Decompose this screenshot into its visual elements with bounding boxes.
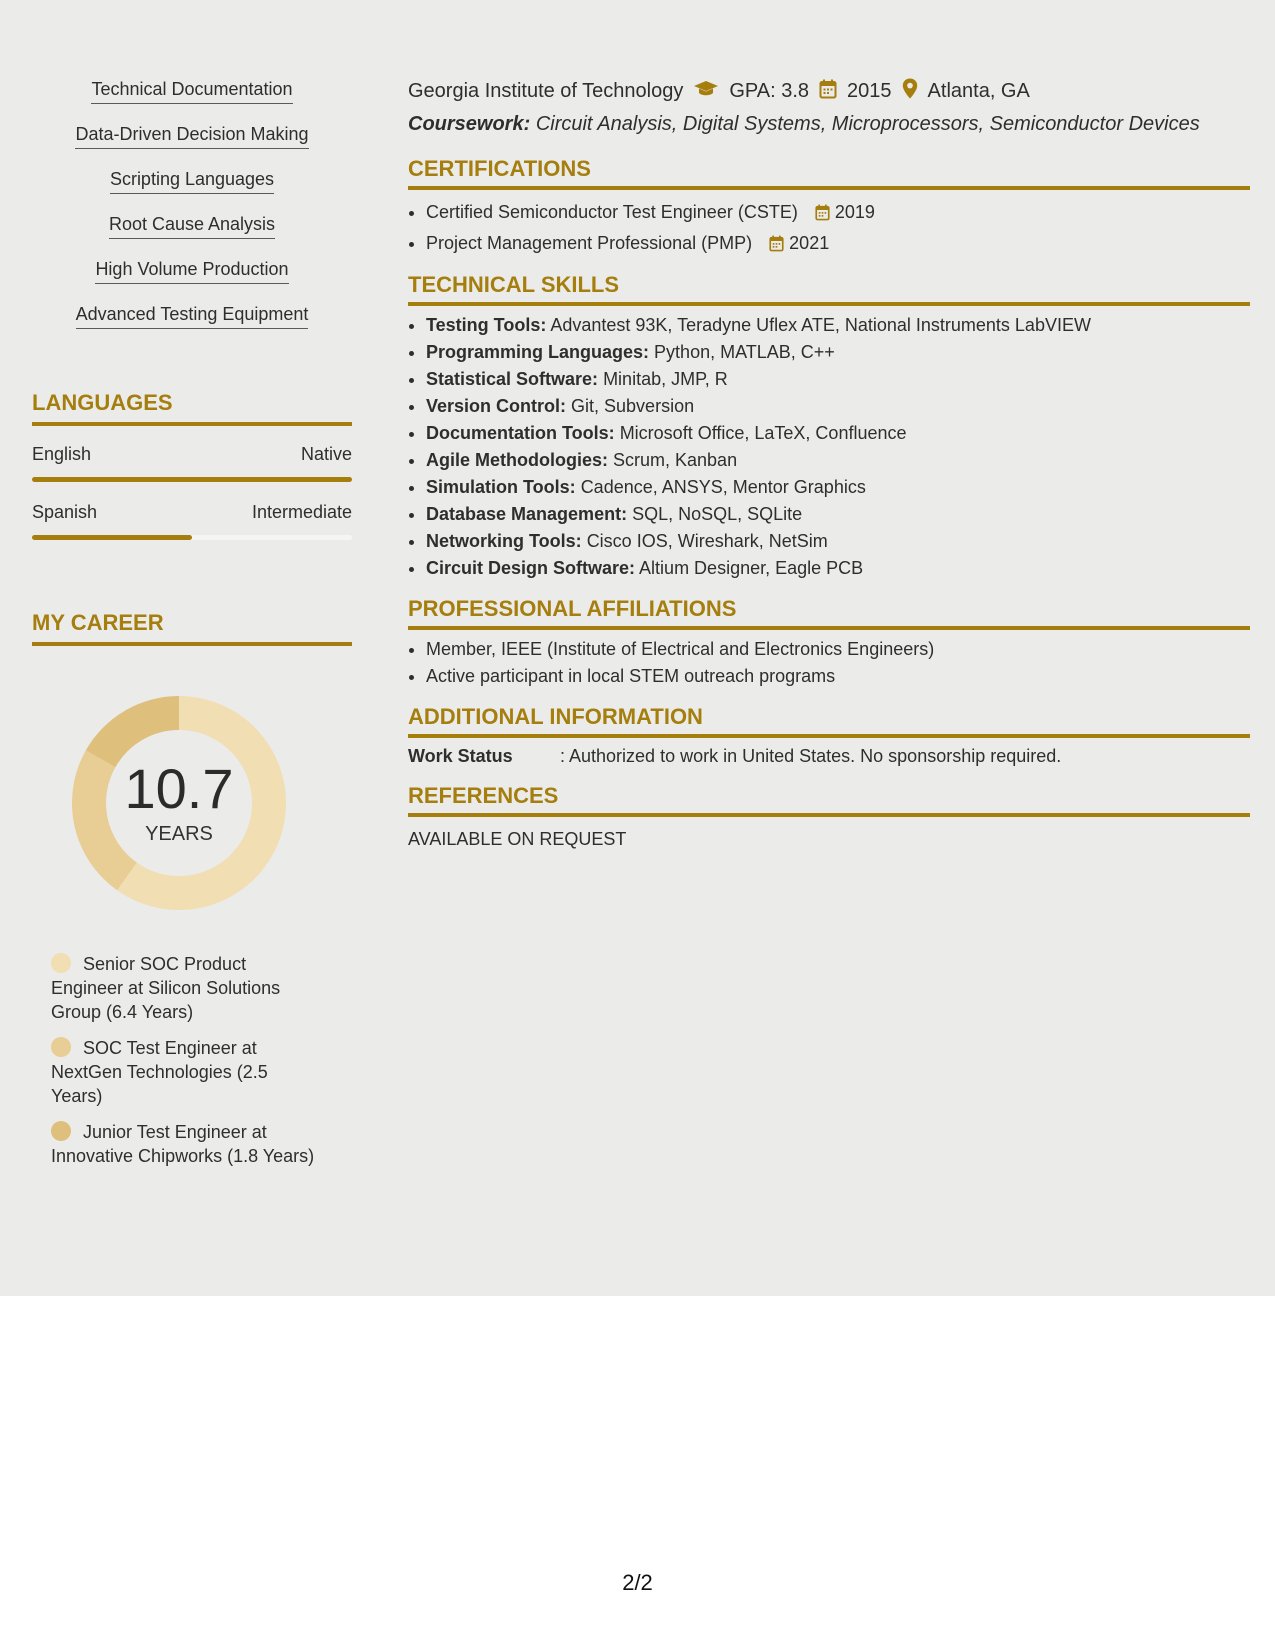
skill-values: Cisco IOS, Wireshark, NetSim <box>586 531 828 551</box>
calendar-icon <box>815 201 830 229</box>
legend-label: Junior Test Engineer at Innovative Chipworks (1.8 Years) <box>51 1122 315 1166</box>
skill-category: Agile Methodologies: <box>426 450 608 470</box>
certifications-list <box>408 198 1250 260</box>
skill-values: Git, Subversion <box>571 396 695 416</box>
skill-category: Version Control: <box>426 396 567 416</box>
references-heading: REFERENCES <box>408 783 1250 817</box>
skill-category: Database Management: <box>426 504 628 524</box>
affiliations-section <box>408 596 1250 690</box>
language-level-bar <box>32 477 352 482</box>
school-name: Georgia Institute of Technology <box>408 80 684 102</box>
technical-skill-item <box>426 474 1250 501</box>
gpa: GPA: 3.8 <box>729 80 810 102</box>
donut-center <box>66 690 292 916</box>
career-total-unit: YEARS <box>145 822 213 845</box>
skill-label: Advanced Testing Equipment <box>76 305 309 329</box>
languages-section <box>32 390 352 540</box>
coursework-list: Circuit Analysis, Digital Systems, Microprocessors, Semiconductor Devices <box>535 113 1200 135</box>
technical-skill-item <box>426 312 1250 339</box>
certification-item <box>426 229 1250 260</box>
language-spanish <box>32 502 352 540</box>
language-level: Native <box>300 444 352 464</box>
calendar-icon <box>819 79 837 105</box>
affiliation-item: • Member, IEEE (Institute of Electrical and Electronics Engineers) <box>426 636 1250 663</box>
skill-values: Python, MATLAB, C++ <box>654 342 835 362</box>
language-name: Spanish <box>32 502 98 522</box>
references-section <box>408 783 1250 850</box>
additional-info-heading: ADDITIONAL INFORMATION <box>408 704 1250 738</box>
skill-label: High Volume Production <box>95 260 288 284</box>
technical-skill-item <box>426 447 1250 474</box>
skill-category: Simulation Tools: <box>426 477 576 497</box>
legend-dot <box>51 953 71 973</box>
affiliations-list <box>408 636 1250 690</box>
skill-item <box>32 170 352 215</box>
skill-item <box>32 305 352 350</box>
certification-name: Certified Semiconductor Test Engineer (CSTE) <box>426 202 798 222</box>
skill-item <box>32 80 352 125</box>
language-name: English <box>32 444 92 464</box>
location-pin-icon <box>902 78 918 105</box>
career-heading: MY CAREER <box>32 610 352 646</box>
additional-info-section <box>408 704 1250 767</box>
legend-item <box>51 1120 322 1168</box>
skill-category: Testing Tools: <box>426 315 547 335</box>
affiliation-item: • Active participant in local STEM outreach programs <box>426 663 1250 690</box>
skill-category: Networking Tools: <box>426 531 582 551</box>
skill-label: Root Cause Analysis <box>109 215 275 239</box>
technical-skill-item <box>426 393 1250 420</box>
work-status-label: Work Status <box>408 746 513 766</box>
language-level-fill <box>32 477 352 482</box>
technical-skill-item <box>426 339 1250 366</box>
technical-skill-item <box>426 366 1250 393</box>
skill-category: Circuit Design Software: <box>426 558 636 578</box>
legend-dot <box>51 1121 71 1141</box>
languages-heading: LANGUAGES <box>32 390 352 426</box>
graduation-cap-icon <box>693 80 719 104</box>
certification-year: 2021 <box>789 233 830 253</box>
skill-item <box>32 215 352 260</box>
skill-label: Scripting Languages <box>110 170 274 194</box>
skill-values: Scrum, Kanban <box>613 450 738 470</box>
education-line <box>408 78 1250 105</box>
left-column <box>32 80 352 1180</box>
skill-item <box>32 260 352 305</box>
skill-values: Minitab, JMP, R <box>603 369 728 389</box>
skill-category: Programming Languages: <box>426 342 650 362</box>
career-donut <box>66 690 292 916</box>
skill-values: Advantest 93K, Teradyne Uflex ATE, National Instruments LabVIEW <box>550 315 1091 335</box>
language-english <box>32 444 352 482</box>
coursework-label: Coursework: <box>408 113 531 135</box>
coursework <box>408 113 1250 136</box>
skill-values: Microsoft Office, LaTeX, Confluence <box>619 423 907 443</box>
technical-skill-item <box>426 501 1250 528</box>
language-level: Intermediate <box>251 502 352 522</box>
legend-dot <box>51 1037 71 1057</box>
school-location: Atlanta, GA <box>927 80 1030 102</box>
page-number: 2/2 <box>622 1570 653 1595</box>
skill-category: Documentation Tools: <box>426 423 615 443</box>
skill-category: Statistical Software: <box>426 369 599 389</box>
work-status-value: : Authorized to work in United States. No sponsorship required. <box>560 746 1062 766</box>
references-text: AVAILABLE ON REQUEST <box>408 829 627 849</box>
language-level-fill <box>32 535 192 540</box>
certifications-heading: CERTIFICATIONS <box>408 156 1250 190</box>
skill-item <box>32 125 352 170</box>
certifications-section <box>408 156 1250 260</box>
technical-skill-item <box>426 528 1250 555</box>
affiliations-heading: PROFESSIONAL AFFILIATIONS <box>408 596 1250 630</box>
career-total-years: 10.7 <box>124 756 234 820</box>
right-column <box>408 78 1250 850</box>
legend-label: Senior SOC Product Engineer at Silicon Solutions Group (6.4 Years) <box>51 954 281 1022</box>
technical-skill-item <box>426 555 1250 582</box>
legend-item <box>51 1036 322 1108</box>
language-level-bar <box>32 535 352 540</box>
technical-skills-section <box>408 272 1250 582</box>
skill-values: Cadence, ANSYS, Mentor Graphics <box>580 477 866 497</box>
career-legend <box>32 952 322 1168</box>
skills-list <box>32 80 352 350</box>
technical-skills-list <box>408 312 1250 582</box>
certification-item <box>426 198 1250 229</box>
skill-label: Data-Driven Decision Making <box>75 125 308 149</box>
certification-year: 2019 <box>834 202 875 222</box>
career-section <box>32 610 352 1168</box>
skill-values: SQL, NoSQL, SQLite <box>632 504 803 524</box>
skill-values: Altium Designer, Eagle PCB <box>639 558 864 578</box>
technical-skill-item <box>426 420 1250 447</box>
calendar-icon <box>769 232 784 260</box>
legend-item <box>51 952 322 1024</box>
graduation-year: 2015 <box>847 80 892 102</box>
work-status-row <box>408 746 1250 767</box>
certification-name: Project Management Professional (PMP) <box>426 233 753 253</box>
legend-label: SOC Test Engineer at NextGen Technologies (2.5 Years) <box>51 1038 268 1106</box>
technical-skills-heading: TECHNICAL SKILLS <box>408 272 1250 306</box>
skill-label: Technical Documentation <box>91 80 292 104</box>
